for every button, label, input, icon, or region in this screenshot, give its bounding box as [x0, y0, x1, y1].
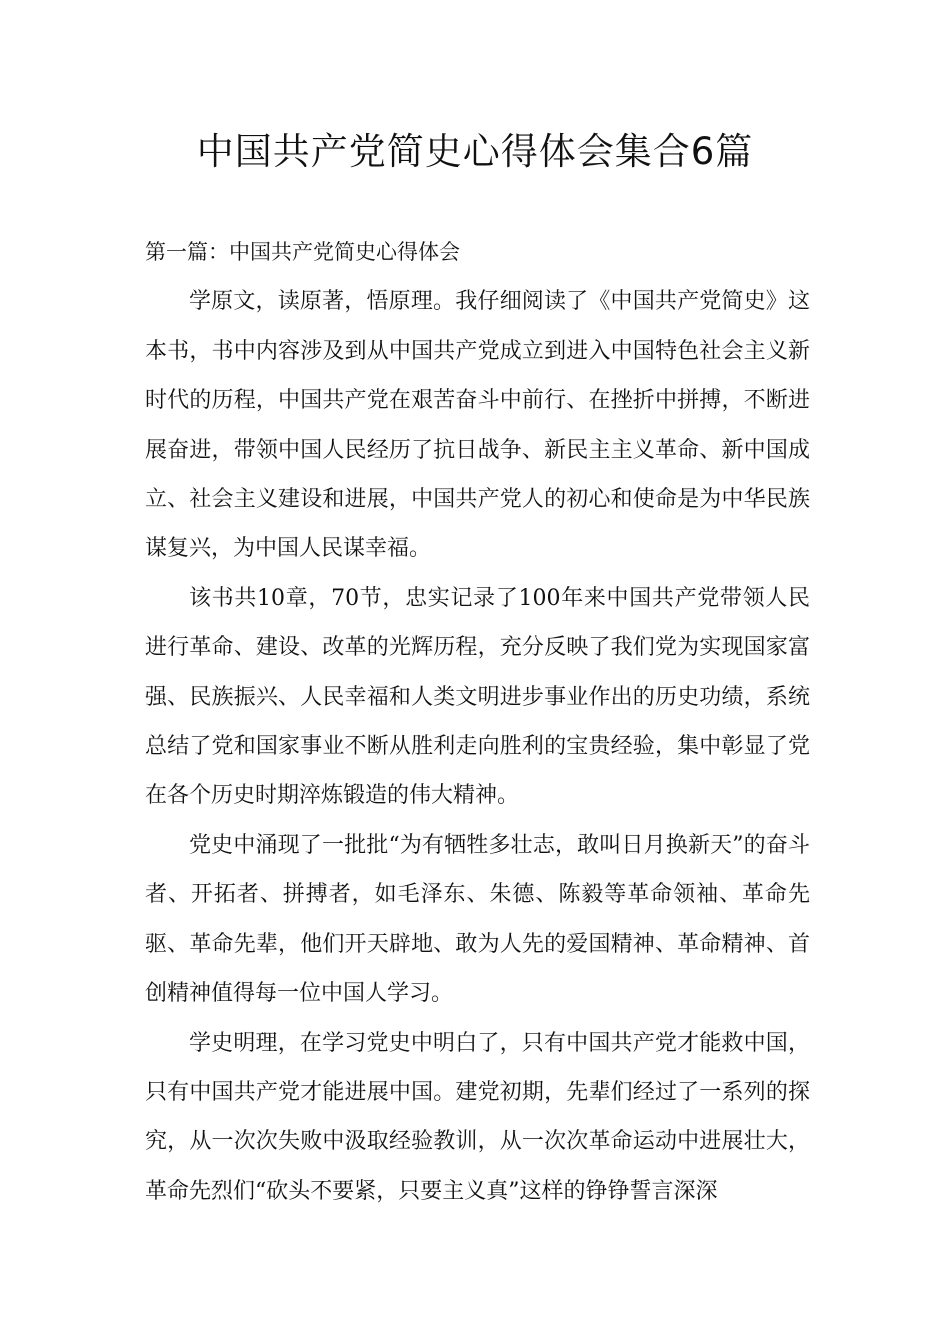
document-body [145, 228, 810, 1216]
paragraph-3: 党史中涌现了一批批“为有牺牲多壮志，敢叫日月换新天”的奋斗者、开拓者、拼搏者，如毛泽东、朱德、陈毅等革命领袖、革命先驱、革命先辈，他们开天辟地、敢为人先的爱国精神、革命精神、首创精神值得每一位中国人学习。 [145, 832, 810, 1007]
paragraph-2: 该书共10章，70节，忠实记录了100年来中国共产党带领人民进行革命、建设、改革的光辉历程，充分反映了我们党为实现国家富强、民族振兴、人民幸福和人类文明进步事业作出的历史功绩，系统总结了党和国家事业不断从胜利走向胜利的宝贵经验，集中彰显了党在各个历史时期淬炼锻造的伟大精神。 [145, 585, 810, 809]
paragraph-4: 学史明理，在学习党史中明白了，只有中国共产党才能救中国，只有中国共产党才能进展中国。建党初期，先辈们经过了一系列的探究，从一次次失败中汲取经验教训，从一次次革命运动中进展壮大，革命先烈们“砍头不要紧，只要主义真”这样的铮铮誓言深深 [145, 1030, 810, 1204]
paragraph-1: 学原文，读原著，悟原理。我仔细阅读了《中国共产党简史》这本书，书中内容涉及到从中国共产党成立到进入中国特色社会主义新时代的历程，中国共产党在艰苦奋斗中前行、在挫折中拼搏，不断进展奋进，带领中国人民经历了抗日战争、新民主主义革命、新中国成立、社会主义建设和进展，中国共产党人的初心和使命是为中华民族谋复兴，为中国人民谋幸福。 [145, 289, 810, 562]
document-title: 中国共产党简史心得体会集合6篇 [196, 130, 754, 173]
section-heading: 第一篇：中国共产党简史心得体会 [145, 240, 460, 264]
